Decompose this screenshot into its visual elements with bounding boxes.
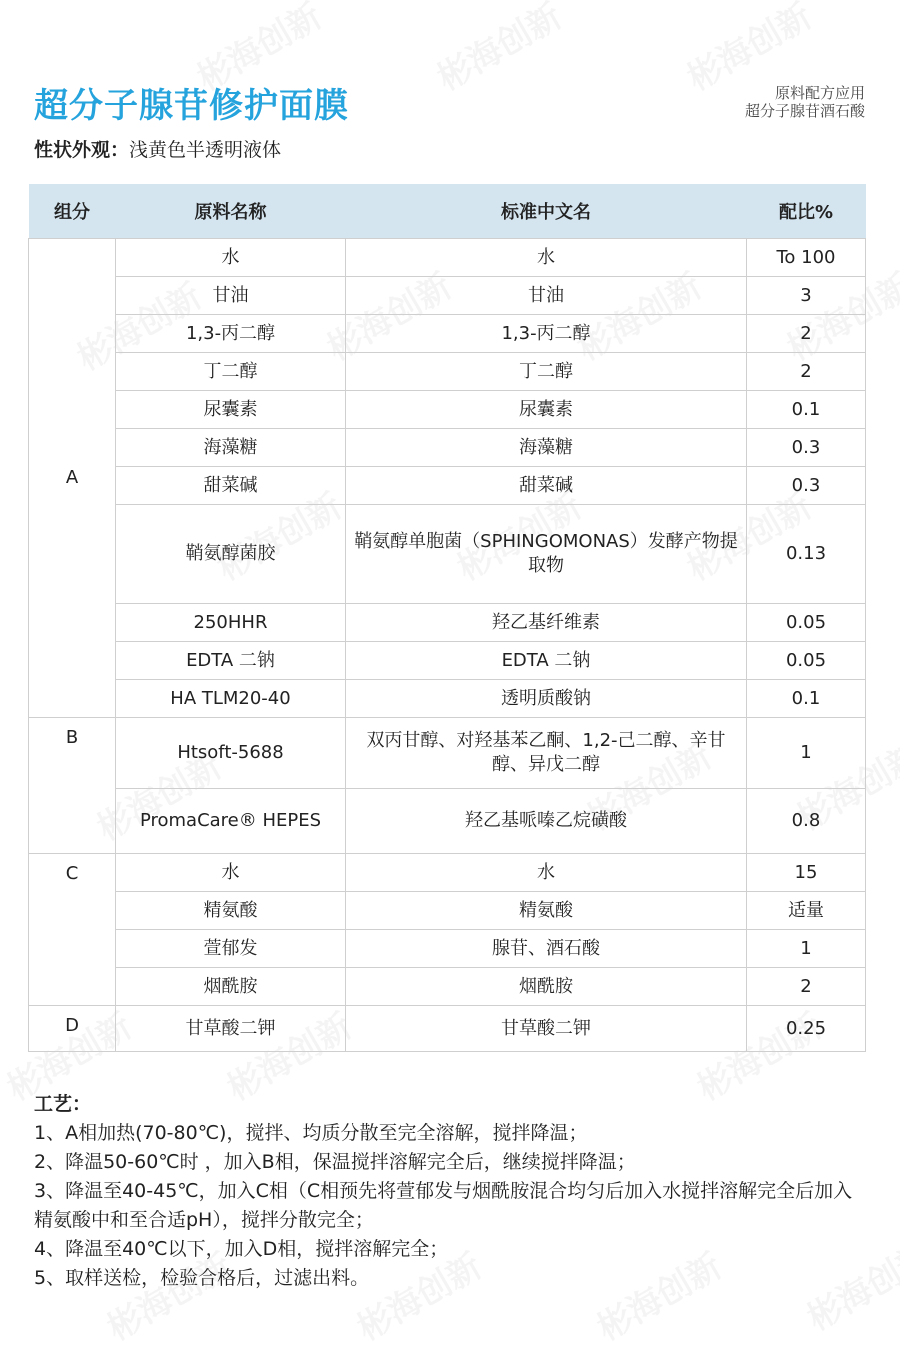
inci-cell: 烟酰胺 (346, 968, 747, 1006)
ratio-cell: 1 (747, 718, 866, 789)
inci-cell: 羟乙基纤维素 (346, 604, 747, 642)
table-row (29, 391, 866, 429)
inci-cell: 双丙甘醇、对羟基苯乙酮、1,2-己二醇、辛甘醇、异戊二醇 (346, 718, 747, 789)
table-row (29, 968, 866, 1006)
table-row (29, 429, 866, 467)
table-row (29, 854, 866, 892)
inci-cell: 透明质酸钠 (346, 680, 747, 718)
ratio-cell: 0.25 (747, 1006, 866, 1052)
ratio-cell: 0.05 (747, 642, 866, 680)
inci-cell: 海藻糖 (346, 429, 747, 467)
ratio-cell: 1 (747, 930, 866, 968)
process-step: 3、降温至40-45℃，加入C相（C相预先将萱郁发与烟酰胺混合均匀后加入水搅拌溶解完全后加入精氨酸中和至合适pH），搅拌分散完全； (34, 1180, 853, 1231)
material-cell: 250HHR (116, 604, 346, 642)
inci-cell: 鞘氨醇单胞菌（SPHINGOMONAS）发酵产物提取物 (346, 505, 747, 604)
ratio-cell: 0.1 (747, 680, 866, 718)
ratio-cell: 2 (747, 968, 866, 1006)
inci-cell: 甘草酸二钾 (346, 1006, 747, 1052)
inci-cell: 甜菜碱 (346, 467, 747, 505)
material-cell: 1,3-丙二醇 (116, 315, 346, 353)
header-inci: 标准中文名 (346, 184, 747, 239)
group-cell-b: B (29, 718, 116, 854)
table-row (29, 353, 866, 391)
process-section (34, 1090, 864, 1293)
group-cell-d: D (29, 1006, 116, 1052)
table-row (29, 277, 866, 315)
material-cell: EDTA 二钠 (116, 642, 346, 680)
table-row (29, 718, 866, 789)
inci-cell: 水 (346, 239, 747, 277)
table-row (29, 680, 866, 718)
material-cell: 萱郁发 (116, 930, 346, 968)
ratio-cell: 15 (747, 854, 866, 892)
process-step: 5、取样送检，检验合格后，过滤出料。 (34, 1267, 370, 1289)
subtitle-label: 超分子腺苷酒石酸 (744, 102, 865, 120)
table-row (29, 604, 866, 642)
table-row (29, 315, 866, 353)
material-cell: 丁二醇 (116, 353, 346, 391)
material-cell: 甘草酸二钾 (116, 1006, 346, 1052)
material-cell: 精氨酸 (116, 892, 346, 930)
ratio-cell: 0.3 (747, 429, 866, 467)
table-row (29, 467, 866, 505)
inci-cell: 尿囊素 (346, 391, 747, 429)
material-cell: 海藻糖 (116, 429, 346, 467)
process-title: 工艺： (34, 1093, 92, 1115)
table-row (29, 239, 866, 277)
appearance-value: 浅黄色半透明液体 (129, 139, 282, 161)
ratio-cell: 2 (747, 315, 866, 353)
inci-cell: 丁二醇 (346, 353, 747, 391)
header-ratio: 配比% (747, 184, 866, 239)
table-row (29, 505, 866, 604)
ratio-cell: 0.8 (747, 789, 866, 854)
material-cell: Htsoft-5688 (116, 718, 346, 789)
formula-table (28, 184, 866, 1052)
inci-cell: 羟乙基哌嗪乙烷磺酸 (346, 789, 747, 854)
table-header-row (29, 184, 866, 239)
ratio-cell: 0.13 (747, 505, 866, 604)
process-step: 2、降温50-60℃时 ，加入B相，保温搅拌溶解完全后，继续搅拌降温； (34, 1151, 636, 1173)
ratio-cell: 0.05 (747, 604, 866, 642)
material-cell: 水 (116, 854, 346, 892)
group-cell-c: C (29, 854, 116, 1006)
material-cell: 甜菜碱 (116, 467, 346, 505)
table-row (29, 1006, 866, 1052)
ratio-cell: 0.3 (747, 467, 866, 505)
material-cell: 水 (116, 239, 346, 277)
material-cell: HA TLM20-40 (116, 680, 346, 718)
table-row (29, 789, 866, 854)
watermark (427, 0, 569, 100)
material-cell: PromaCare® HEPES (116, 789, 346, 854)
material-cell: 尿囊素 (116, 391, 346, 429)
inci-cell: 甘油 (346, 277, 747, 315)
category-label: 原料配方应用 (774, 84, 865, 102)
header-group: 组分 (29, 184, 116, 239)
appearance-label: 性状外观： (34, 139, 130, 161)
appearance-line (34, 135, 281, 162)
table-row (29, 930, 866, 968)
inci-cell: 1,3-丙二醇 (346, 315, 747, 353)
inci-cell: 腺苷、酒石酸 (346, 930, 747, 968)
table-row (29, 642, 866, 680)
ratio-cell: 适量 (747, 892, 866, 930)
ratio-cell: 3 (747, 277, 866, 315)
material-cell: 烟酰胺 (116, 968, 346, 1006)
process-step: 1、A相加热(70-80℃)，搅拌、均质分散至完全溶解，搅拌降温； (34, 1122, 588, 1144)
material-cell: 甘油 (116, 277, 346, 315)
header-meta (745, 84, 865, 120)
table-row (29, 892, 866, 930)
ratio-cell: 0.1 (747, 391, 866, 429)
inci-cell: 水 (346, 854, 747, 892)
material-cell: 鞘氨醇菌胶 (116, 505, 346, 604)
process-step: 4、降温至40℃以下，加入D相，搅拌溶解完全； (34, 1238, 449, 1260)
group-cell-a: A (29, 239, 116, 718)
inci-cell: 精氨酸 (346, 892, 747, 930)
ratio-cell: 2 (747, 353, 866, 391)
ratio-cell: To 100 (747, 239, 866, 277)
header-material: 原料名称 (116, 184, 346, 239)
inci-cell: EDTA 二钠 (346, 642, 747, 680)
page-title: 超分子腺苷修护面膜 (34, 86, 349, 126)
